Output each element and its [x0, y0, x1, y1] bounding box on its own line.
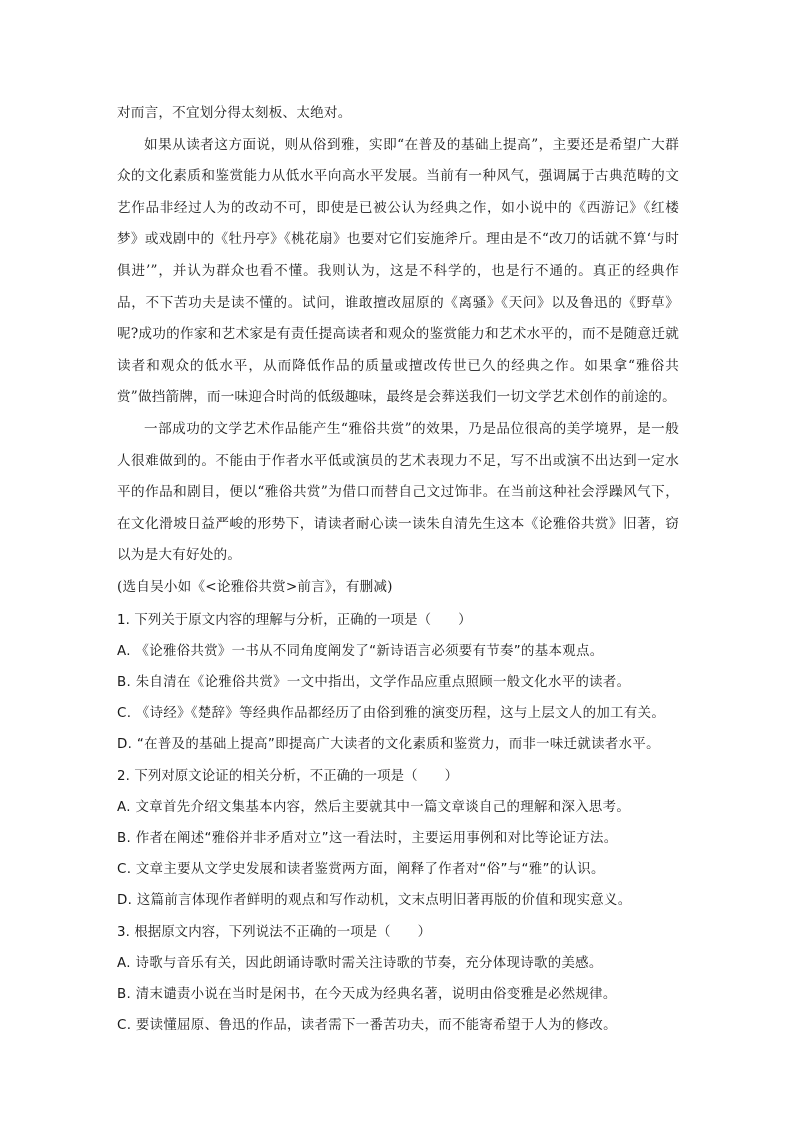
question-2	[117, 761, 679, 917]
question-stem: 1. 下列关于原文内容的理解与分析，正确的一项是（ ）	[117, 612, 472, 628]
question-option-a: A. 诗歌与音乐有关，因此朗诵诗歌时需关注诗歌的节奏，充分体现诗歌的美感。	[117, 955, 603, 971]
question-option-c: C. 《诗经》《楚辞》等经典作品都经历了由俗到雅的演变历程，这与上层文人的加工有关。	[117, 706, 666, 722]
question-option-d: D. 这篇前言体现作者鲜明的观点和写作动机，文末点明旧著再版的价值和现实意义。	[117, 893, 632, 909]
question-1	[117, 605, 679, 761]
question-option-c: C. 要读懂屈原、鲁迅的作品，读者需下一番苦功夫，而不能寄希望于人为的修改。	[117, 1018, 617, 1034]
question-stem: 2. 下列对原文论证的相关分析，不正确的一项是（ ）	[117, 768, 459, 784]
question-option-b: B. 清末谴责小说在当时是闲书，在今天成为经典名著，说明由俗变雅是必然规律。	[117, 986, 617, 1002]
question-option-a: A. 文章首先介绍文集基本内容，然后主要就其中一篇文章谈自己的理解和深入思考。	[117, 799, 631, 815]
question-stem: 3. 根据原文内容，下列说法不正确的一项是（ ）	[117, 924, 432, 940]
passage-paragraph: 如果从读者这方面说，则从俗到雅，实即“在普及的基础上提高”，主要还是希望广大群众的文化素质和鉴赏能力从低水平向高水平发展。当前有一种风气，强调属于古典范畴的文艺作品非经过人为的改动不可，即使是已被公认为经典之作，如小说中的《西游记》《红楼梦》或戏剧中的《牡丹亭》《桃花扇》也要对它们妄施斧斤。理由是不“改刀的话就不算‘与时俱进’”，并认为群众也看不懂。我则认为，这是不科学的，也是行不通的。真正的经典作品，不下苦功夫是读不懂的。试问，谁敢擅改屈原的《离骚》《天问》以及鲁迅的《野草》呢?成功的作家和艺术家是有责任提高读者和观众的鉴赏能力和艺术水平的，而不是随意迁就读者和观众的低水平，从而降低作品的质量或擅改传世已久的经典之作。如果拿“雅俗共赏”做挡箭牌，而一味迎合时尚的低级趣味，最终是会葬送我们一切文学艺术创作的前途的。	[117, 136, 679, 406]
question-option-c: C. 文章主要从文学史发展和读者鉴赏两方面，阐释了作者对“俗”与“雅”的认识。	[117, 862, 605, 878]
passage-paragraph: 一部成功的文学艺术作品能产生“雅俗共赏”的效果，乃是品位很高的美学境界，是一般人很难做到的。不能由于作者水平低或演员的艺术表现力不足，写不出或演不出达到一定水平的作品和剧目，便以“雅俗共赏”为借口而替自己文过饰非。在当前这种社会浮躁风气下，在文化滑坡日益严峻的形势下，请读者耐心读一读朱自清先生这本《论雅俗共赏》旧著，窃以为是大有好处的。	[117, 420, 679, 564]
document-page	[117, 98, 679, 1041]
question-option-a: A. 《论雅俗共赏》一书从不同角度阐发了“新诗语言必须要有节奏”的基本观点。	[117, 643, 604, 659]
reading-passage	[117, 98, 679, 604]
question-option-d: D. “在普及的基础上提高”即提高广大读者的文化素质和鉴赏力，而非一味迁就读者水平。	[117, 737, 660, 753]
question-option-b: B. 朱自清在《论雅俗共赏》一文中指出，文学作品应重点照顾一般文化水平的读者。	[117, 674, 631, 690]
question-option-b: B. 作者在阐述“雅俗并非矛盾对立”这一看法时，主要运用事例和对比等论证方法。	[117, 830, 618, 846]
question-list	[117, 605, 679, 1042]
passage-source: (选自吴小如《<论雅俗共赏>前言》，有删减)	[117, 578, 393, 595]
question-3	[117, 917, 679, 1042]
passage-paragraph-continued: 对而言，不宜划分得太刻板、太绝对。	[117, 105, 352, 121]
